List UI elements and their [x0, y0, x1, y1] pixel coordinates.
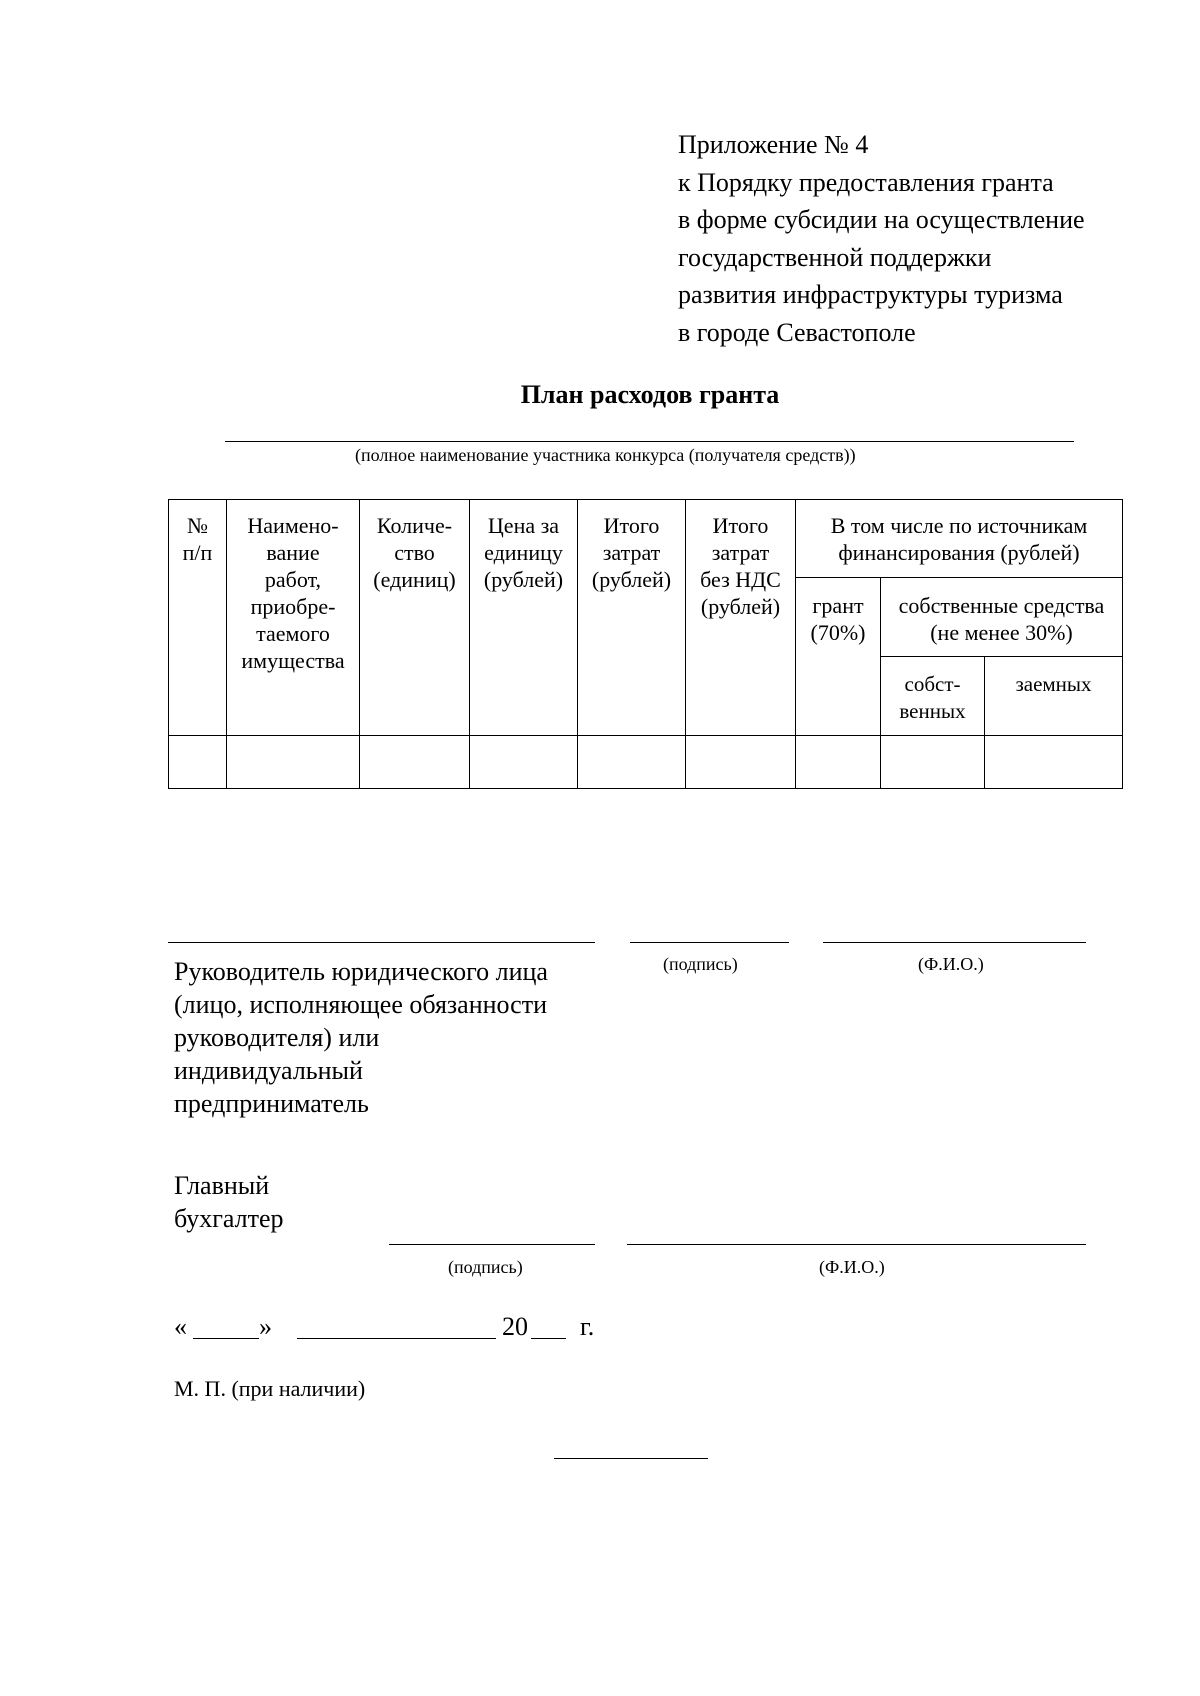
head-fio-label: (Ф.И.О.)	[918, 954, 984, 974]
col-header-unit-price	[470, 500, 578, 736]
col-header-total-no-vat	[686, 500, 796, 736]
page-title: План расходов гранта	[520, 380, 780, 409]
header-line: (рублей)	[483, 567, 564, 592]
header-line: без НДС	[700, 567, 781, 592]
table-cell[interactable]	[227, 736, 360, 789]
table-row	[169, 736, 1123, 789]
accountant-title-line: Главный	[174, 1171, 270, 1200]
date-year-line[interactable]	[531, 1338, 566, 1339]
col-header-total	[578, 500, 686, 736]
head-signature-label: (подпись)	[663, 954, 738, 974]
table-cell[interactable]	[360, 736, 470, 789]
header-line: таемого	[256, 621, 330, 646]
col-header-own-funds	[881, 578, 1123, 657]
date-month-line[interactable]	[297, 1338, 496, 1339]
accountant-title-text	[174, 1169, 374, 1235]
head-title-text	[174, 955, 644, 1120]
head-title-line: индивидуальный	[174, 1056, 363, 1085]
header-line: грант	[812, 593, 864, 618]
table-cell[interactable]	[881, 736, 985, 789]
header-line: Итого	[603, 513, 660, 538]
header-line: работ,	[264, 567, 322, 592]
col-header-grant	[796, 578, 881, 736]
head-title-line: предприниматель	[174, 1089, 369, 1118]
head-fio-line[interactable]	[823, 942, 1086, 943]
header-line: вание	[266, 540, 320, 565]
header-line: затрат	[711, 540, 770, 565]
header-line: №	[187, 513, 208, 538]
appendix-line: к Порядку предоставления гранта	[678, 167, 1054, 197]
appendix-line: в городе Севастополе	[678, 317, 916, 347]
accountant-fio-line[interactable]	[627, 1244, 1086, 1245]
appendix-line: Приложение № 4	[678, 130, 869, 159]
head-title-line: руководителя) или	[174, 1023, 380, 1052]
table-cell[interactable]	[985, 736, 1123, 789]
table-cell[interactable]	[169, 736, 227, 789]
header-line: единицу	[484, 540, 563, 565]
header-line: собственные средства	[898, 593, 1105, 618]
head-title-line: Руководитель юридического лица	[174, 957, 548, 986]
accountant-title-line: бухгалтер	[174, 1204, 284, 1233]
accountant-signature-label: (подпись)	[448, 1257, 523, 1277]
closing-divider	[554, 1458, 708, 1459]
header-line: (единиц)	[373, 567, 456, 592]
head-signature-line[interactable]	[630, 942, 789, 943]
table-cell[interactable]	[686, 736, 796, 789]
header-line: приобре-	[250, 594, 336, 619]
stamp-note: М. П. (при наличии)	[174, 1376, 366, 1401]
header-line: венных	[899, 699, 966, 723]
header-line: заемных	[1015, 672, 1092, 696]
header-line: финансирования (рублей)	[838, 540, 1080, 565]
accountant-signature-line[interactable]	[389, 1244, 595, 1245]
header-line: собст-	[904, 672, 961, 696]
date-close-quote: »	[259, 1312, 272, 1341]
appendix-line: развития инфраструктуры туризма	[678, 280, 1063, 309]
header-line: затрат	[602, 540, 661, 565]
col-header-sources	[796, 500, 1123, 578]
expense-plan-table	[168, 499, 1123, 789]
header-line: (не менее 30%)	[930, 620, 1073, 645]
header-line: В том числе по источникам	[830, 513, 1088, 538]
table-cell[interactable]	[470, 736, 578, 789]
col-header-name	[227, 500, 360, 736]
date-year-suffix: г.	[580, 1312, 595, 1341]
appendix-line: в форме субсидии на осуществление	[678, 205, 1085, 234]
appendix-header	[678, 126, 1178, 351]
header-line: Цена за	[487, 513, 560, 538]
header-line: ство	[394, 540, 435, 565]
table-cell[interactable]	[796, 736, 881, 789]
date-year-prefix: 20	[502, 1312, 528, 1341]
header-line: (70%)	[810, 620, 866, 645]
accountant-fio-label: (Ф.И.О.)	[819, 1257, 885, 1277]
col-header-borrowed	[985, 657, 1123, 736]
head-title-line: (лицо, исполняющее обязанности	[174, 990, 548, 1019]
col-header-quantity	[360, 500, 470, 736]
header-line: имущества	[241, 648, 345, 673]
head-position-line[interactable]	[168, 942, 595, 943]
header-line: п/п	[182, 540, 213, 565]
participant-name-line[interactable]	[225, 441, 1074, 442]
participant-caption: (полное наименование участника конкурса (получателя средств))	[355, 445, 856, 465]
col-header-num	[169, 500, 227, 736]
table-cell[interactable]	[578, 736, 686, 789]
header-line: (рублей)	[700, 594, 781, 619]
col-header-own	[881, 657, 985, 736]
date-day-line[interactable]	[193, 1338, 259, 1339]
header-line: Итого	[712, 513, 769, 538]
appendix-line: государственной поддержки	[678, 242, 992, 272]
header-line: Количе-	[376, 513, 453, 538]
header-line: (рублей)	[591, 567, 672, 592]
header-line: Наимено-	[247, 513, 339, 538]
date-open-quote: «	[174, 1312, 187, 1341]
